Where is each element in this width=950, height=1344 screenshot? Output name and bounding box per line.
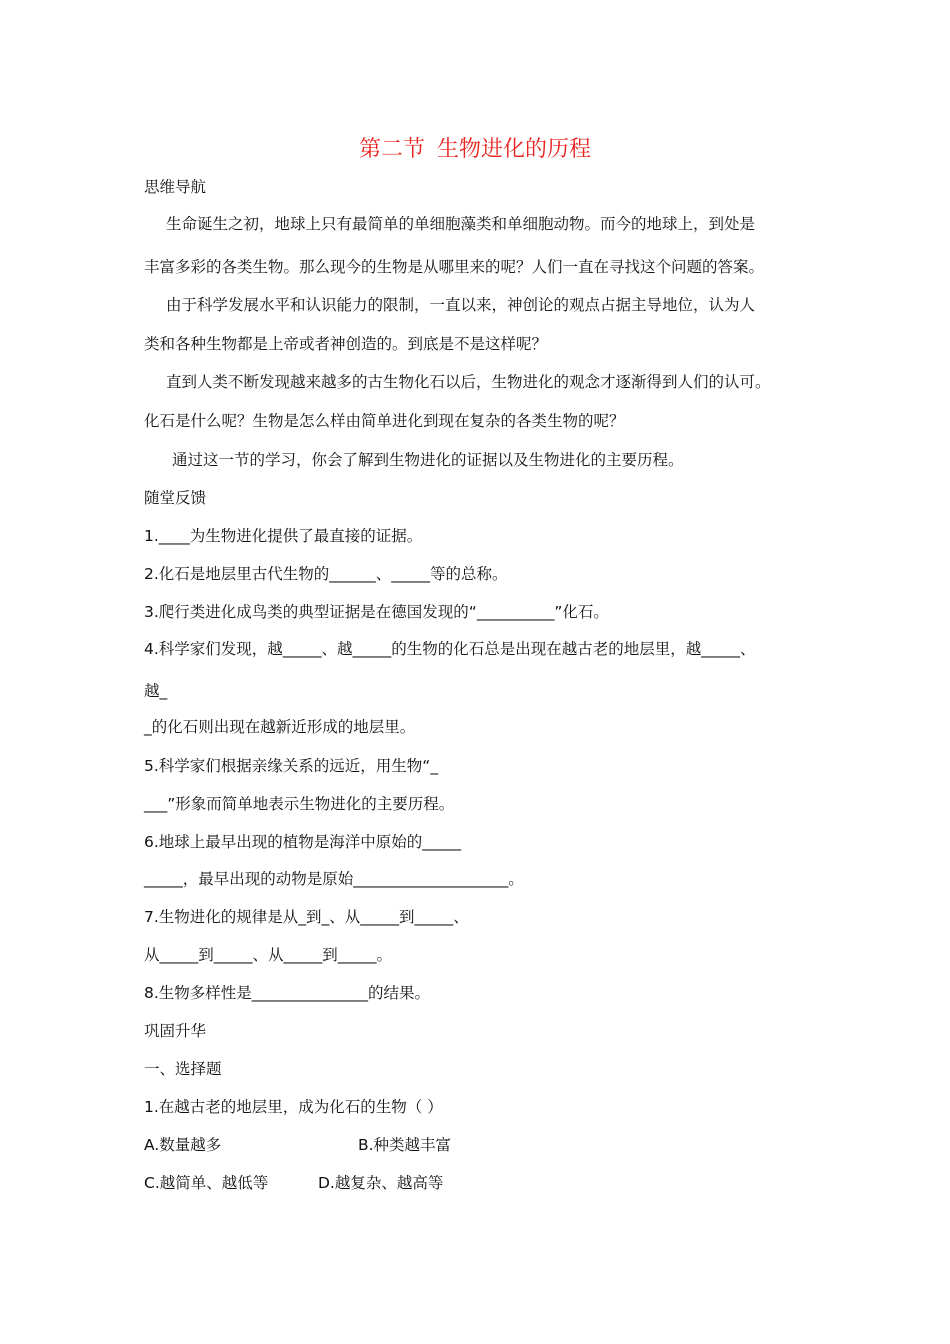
question-line: 8.生物多样性是_______________的结果。	[144, 984, 431, 1002]
section-number: 第二节	[358, 137, 425, 162]
intro-paragraph-line: 由于科学发展水平和认识能力的限制，一直以来，神创论的观点占据主导地位，认为人	[166, 296, 756, 314]
heading-multiple-choice: 一、选择题	[144, 1060, 222, 1078]
intro-paragraph-line: 丰富多彩的各类生物。那么现今的生物是从哪里来的呢？人们一直在寻找这个问题的答案。	[144, 258, 765, 276]
intro-paragraph-line: 生命诞生之初，地球上只有最简单的单细胞藻类和单细胞动物。而今的地球上，到处是	[166, 215, 756, 233]
question-line: 从_____到_____、从_____到_____。	[144, 946, 393, 964]
section-title: 生物进化的历程	[437, 137, 592, 162]
choice-question: 1.在越古老的地层里，成为化石的生物（ ）	[144, 1098, 443, 1116]
heading-consolidation: 巩固升华	[144, 1022, 207, 1040]
question-line: 6.地球上最早出现的植物是海洋中原始的_____	[144, 833, 462, 851]
question-line: ___”形象而简单地表示生物进化的主要历程。	[144, 795, 455, 813]
question-line: 4.科学家们发现，越_____、越_____的生物的化石总是出现在越古老的地层里，越_____、	[144, 640, 756, 658]
question-line: 越_	[144, 682, 168, 700]
question-line: _____，最早出现的动物是原始____________________。	[144, 870, 524, 888]
option-d: D.越复杂、越高等	[318, 1174, 444, 1192]
question-line: 1.____为生物进化提供了最直接的证据。	[144, 527, 423, 545]
heading-class-feedback: 随堂反馈	[144, 489, 207, 507]
heading-thinking-guide: 思维导航	[144, 178, 207, 196]
option-a: A.数量越多	[144, 1136, 222, 1154]
intro-paragraph-line: 化石是什么呢？生物是怎么样由简单进化到现在复杂的各类生物的呢？	[144, 412, 625, 430]
option-c: C.越简单、越低等	[144, 1174, 269, 1192]
question-line: 3.爬行类进化成鸟类的典型证据是在德国发现的“__________”化石。	[144, 603, 609, 621]
page-title	[0, 132, 950, 163]
option-b: B.种类越丰富	[358, 1136, 452, 1154]
intro-paragraph-line: 直到人类不断发现越来越多的古生物化石以后，生物进化的观念才逐渐得到人们的认可。	[166, 373, 771, 391]
question-line: 7.生物进化的规律是从_到_、从_____到_____、	[144, 908, 469, 926]
question-line: 2.化石是地层里古代生物的______、_____等的总称。	[144, 565, 508, 583]
intro-paragraph-line: 类和各种生物都是上帝或者神创造的。到底是不是这样呢？	[144, 335, 548, 353]
question-line: _的化石则出现在越新近形成的地层里。	[144, 718, 416, 736]
question-line: 5.科学家们根据亲缘关系的远近，用生物“_	[144, 757, 439, 775]
intro-paragraph-line: 通过这一节的学习，你会了解到生物进化的证据以及生物进化的主要历程。	[172, 451, 684, 469]
